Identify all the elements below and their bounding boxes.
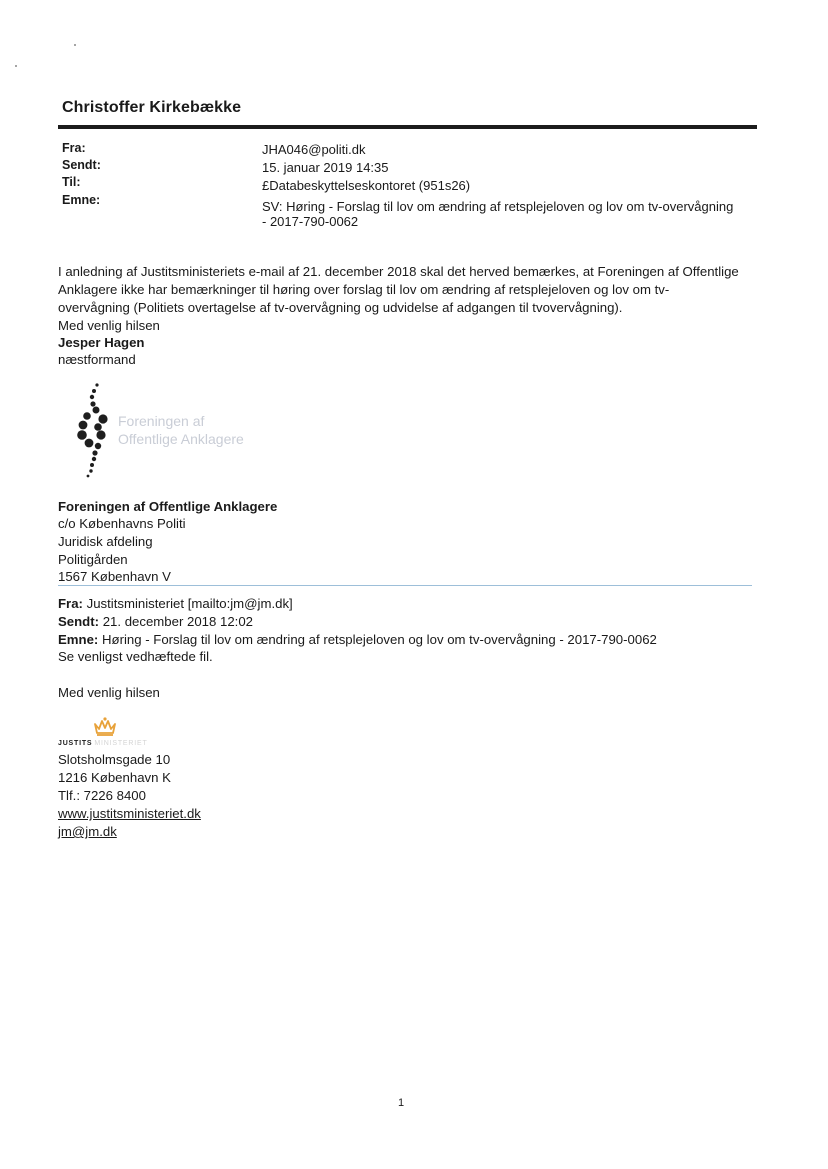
ministry-website-link[interactable]: www.justitsministeriet.dk (58, 806, 201, 821)
forward-separator (58, 585, 752, 586)
greeting: Med venlig hilsen (58, 318, 160, 333)
logo-text: Offentlige Anklagere (118, 431, 244, 447)
fwd-from (58, 596, 293, 611)
to-label: Til: (62, 175, 81, 189)
fwd-subject (58, 632, 657, 647)
scan-speck (15, 65, 17, 67)
body-line: overvågning (Politiets overtagelse af tv-overvågning og udvidelse af adgangen til tvovervågning). (58, 300, 623, 315)
org-name: Foreningen af Offentlige Anklagere (58, 499, 278, 514)
ministry-email-link[interactable]: jm@jm.dk (58, 824, 117, 839)
signer-name: Jesper Hagen (58, 335, 145, 350)
from-label: Fra: (62, 141, 86, 155)
ministry-logo-word-faded: MINISTERIET (94, 740, 148, 747)
fwd-greeting: Med venlig hilsen (58, 685, 160, 700)
sender-name: Christoffer Kirkebække (62, 99, 242, 116)
fwd-from-label: Fra: (58, 596, 83, 611)
ministry-phone: Tlf.: 7226 8400 (58, 788, 146, 803)
scan-speck (74, 44, 76, 46)
org-address: Politigården (58, 552, 128, 567)
fwd-sent-value: 21. december 2018 12:02 (102, 614, 254, 629)
org-address: c/o Københavns Politi (58, 516, 186, 531)
fwd-sent-label: Sendt: (58, 614, 100, 629)
fwd-subject-label: Emne: (58, 632, 99, 647)
fwd-subject-value: Høring - Forslag til lov om ændring af retsplejeloven og lov om tv-overvågning - 2017-790-0062 (101, 632, 657, 647)
crown-icon (93, 716, 117, 736)
ministry-logo-word (58, 740, 148, 747)
fwd-sent (58, 614, 253, 629)
logo-text: Foreningen af (118, 413, 205, 429)
ministry-logo-word-bold: JUSTITS (58, 740, 93, 747)
to-value: £Databeskyttelseskontoret (951s26) (262, 178, 471, 193)
org-address: 1567 København V (58, 569, 171, 584)
fwd-from-value: Justitsministeriet [mailto:jm@jm.dk] (86, 596, 293, 611)
page-number: 1 (398, 1097, 405, 1109)
subject-value-cont: - 2017-790-0062 (262, 214, 359, 229)
from-value: JHA046@politi.dk (262, 142, 366, 157)
ministry-address: Slotsholmsgade 10 (58, 752, 171, 767)
sent-value: 15. januar 2019 14:35 (262, 160, 389, 175)
body-line: Anklagere ikke har bemærkninger til høring over forslag til lov om ændring af retsplejeloven og lov om tv- (58, 282, 670, 297)
body-line: I anledning af Justitsministeriets e-mail af 21. december 2018 skal det herved bemærkes, at Foreningen af Offentlige (58, 264, 739, 279)
org-address: Juridisk afdeling (58, 534, 153, 549)
ministry-address: 1216 København K (58, 770, 171, 785)
sent-label: Sendt: (62, 158, 101, 172)
subject-value: SV: Høring - Forslag til lov om ændring af retsplejeloven og lov om tv-overvågning (262, 199, 734, 214)
signer-title: næstformand (58, 352, 136, 367)
subject-label: Emne: (62, 193, 101, 207)
fwd-note: Se venligst vedhæftede fil. (58, 649, 213, 664)
header-rule (58, 125, 757, 129)
